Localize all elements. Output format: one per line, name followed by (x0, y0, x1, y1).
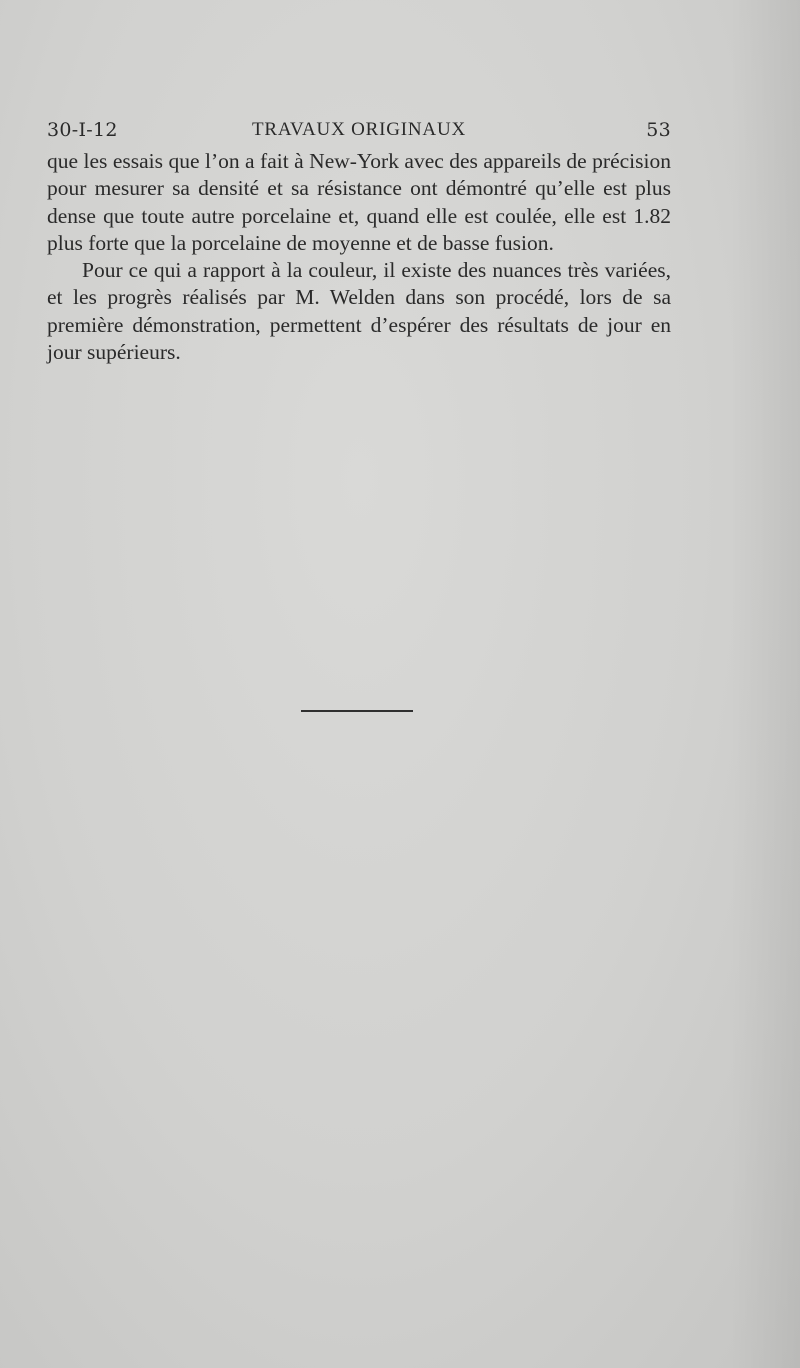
paragraph-2: Pour ce qui a rapport à la couleur, il existe des nuances très variées, et les progrès réalisés par M. Welden dans son procédé, lors de sa première démonstration, permettent d’espérer des résultats de jour en jour supérieurs. (47, 258, 671, 365)
running-head (47, 119, 671, 145)
page-edge-shadow (730, 0, 800, 1368)
page-number: 53 (646, 119, 671, 141)
paragraph-1: que les essais que l’on a fait à New-York avec des appareils de précision pour mesurer sa densité et sa résistance ont démontré qu’elle est plus dense que toute autre porcelaine et, quand elle est coulée, elle est 1.82 plus forte que la porcelaine de moyenne et de basse fusion. (47, 149, 671, 255)
header-title: TRAVAUX ORIGINAUX (252, 119, 466, 140)
section-divider (301, 710, 413, 712)
body-text (47, 148, 671, 366)
header-date: 30-I-12 (47, 119, 118, 141)
